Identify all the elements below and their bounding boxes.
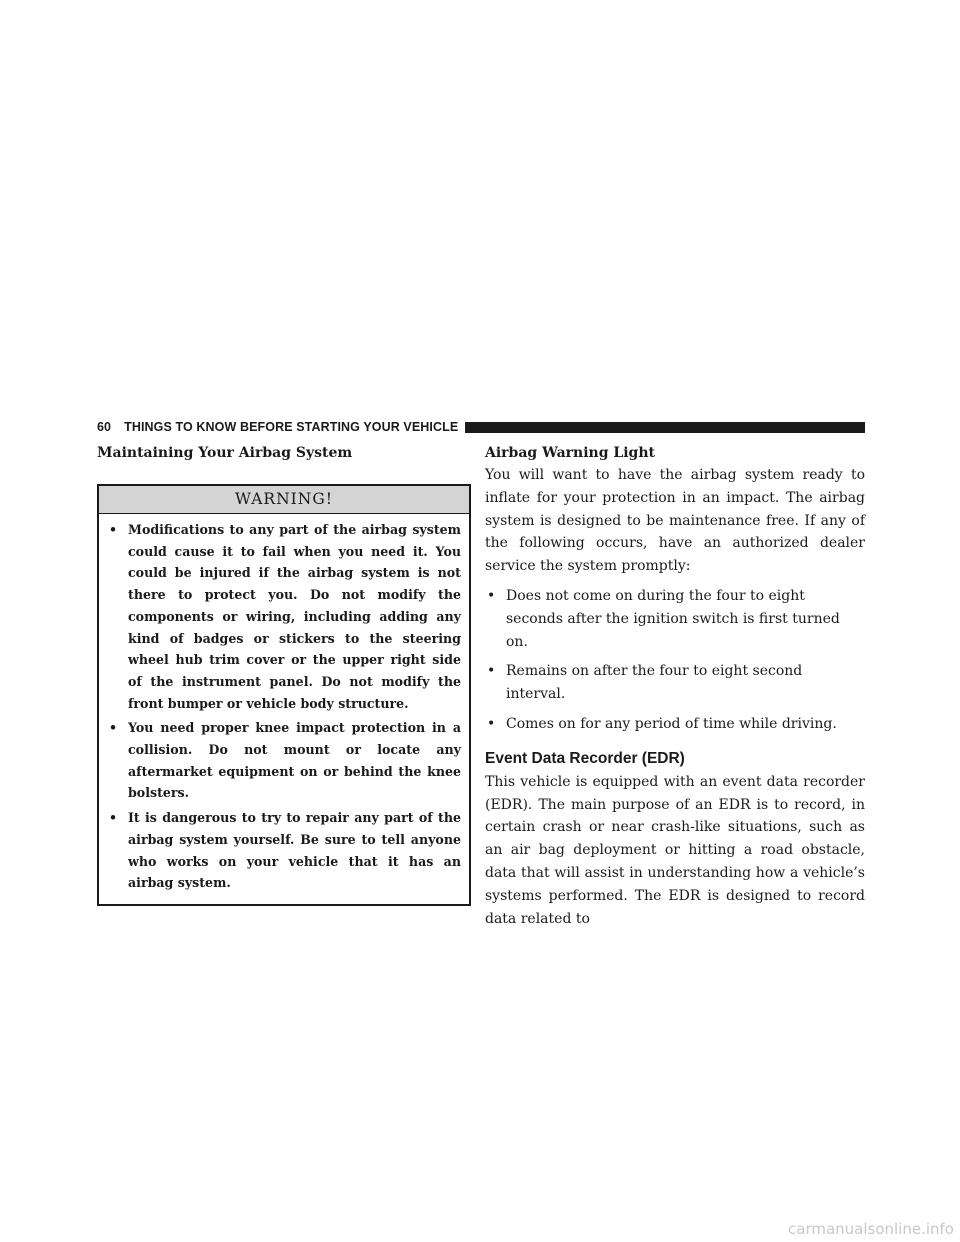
airbag-intro-paragraph: You will want to have the airbag system ready to inflate for your protection in an impact. The airbag system is designed to be maintenance free. If any of the following occurs, have an authorized dealer service the system promptly: [485,467,865,575]
chapter-title: THINGS TO KNOW BEFORE STARTING YOUR VEHICLE [124,420,459,434]
bullet: • [487,587,496,604]
edr-paragraph: This vehicle is equipped with an event data recorder (EDR). The main purpose of an EDR is to record, in certain crash or near crash-like situations, such as an air bag deployment or hitting a road obstacle, data that will assist in understanding how a vehicle’s systems performed. The EDR is designed to record data related to [485,773,865,927]
bullet: • [487,663,496,680]
bullet: • [487,715,496,732]
warning-box [97,484,471,906]
edr-heading: Event Data Recorder (EDR) [485,749,685,767]
right-column [485,440,865,930]
warning-item [107,807,461,894]
maintaining-heading: Maintaining Your Airbag System [97,445,353,461]
list-item-text: Remains on after the four to eight second interval. [506,663,803,703]
bullet: • [109,810,118,826]
warning-item [107,717,461,804]
list-item [485,660,865,706]
warning-item-text: You need proper knee impact protection in a collision. Do not mount or locate any aftermarket equipment on or behind the knee bolsters. [128,720,461,801]
list-item [485,713,865,736]
list-item [485,585,865,653]
bullet: • [109,522,118,537]
warning-body [99,514,469,904]
warning-item [107,519,461,714]
warning-item-text: It is dangerous to try to repair any part of the airbag system yourself. Be sure to tell anyone who works on your vehicle that it has an airbag system. [128,810,461,891]
warning-item-text: Modifications to any part of the airbag system could cause it to fail when you need it. You could be injured if the airbag system is not there to protect you. Do not modify the components or wiring, including adding any kind of badges or stickers to the steering wheel hub trim cover or the upper right side of the instrument panel. Do not modify the front bumper or vehicle body structure. [128,522,461,711]
left-column [97,440,471,906]
bullet: • [109,720,118,736]
warning-title: WARNING! [99,486,469,514]
header-rule [465,422,865,433]
list-item-text: Comes on for any period of time while driving. [506,715,837,732]
watermark: carmanualsonline.info [788,1220,954,1238]
page-number: 60 [97,420,112,434]
airbag-warning-light-heading: Airbag Warning Light [485,445,655,461]
list-item-text: Does not come on during the four to eight seconds after the ignition switch is first turned on. [506,587,840,650]
page-header [97,417,865,437]
